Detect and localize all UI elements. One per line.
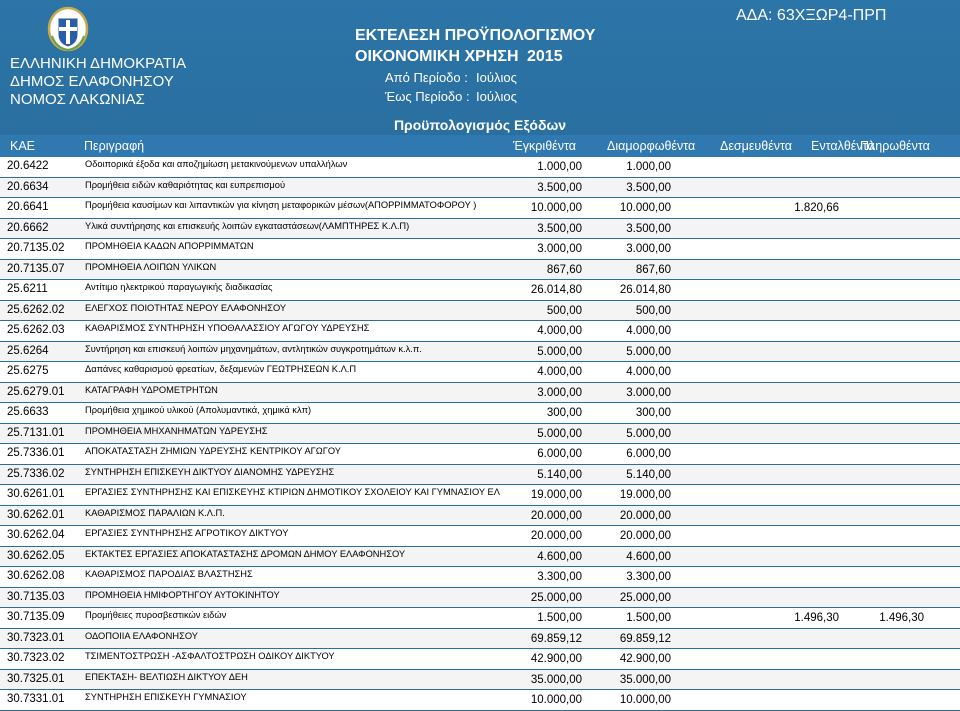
- ordered-cell: 1.820,66: [794, 202, 839, 214]
- country-name: ΕΛΛΗΝΙΚΗ ΔΗΜΟΚΡΑΤΙΑ: [10, 55, 187, 72]
- kae-cell: 30.7323.01: [7, 631, 65, 644]
- table-row: [0, 485, 960, 506]
- kae-cell: 20.6641: [7, 201, 49, 213]
- formed-cell: 3.300,00: [626, 571, 671, 583]
- description-cell: ΣΥΝΤΗΡΗΣΗ ΕΠΙΣΚΕΥΗ ΔΙΚΤΥΟΥ ΔΙΑΝΟΜΗΣ ΥΔΡΕΥΣΗΣ: [85, 466, 335, 477]
- formed-cell: 6.000,00: [626, 448, 671, 460]
- table-row: [0, 301, 960, 322]
- description-cell: ΑΠΟΚΑΤΑΣΤΑΣΗ ΖΗΜΙΩΝ ΥΔΡΕΥΣΗΣ ΚΕΝΤΡΙΚΟΥ ΑΓΩΓΟΥ: [85, 446, 341, 456]
- period-from-label: Από Περίοδο :: [385, 70, 468, 85]
- table-row: [0, 362, 960, 383]
- approved-cell: 6.000,00: [537, 448, 582, 460]
- description-cell: Προμήθειες πυροσβεστικών ειδών: [85, 610, 227, 620]
- approved-cell: 300,00: [546, 407, 582, 419]
- approved-cell: 4.600,00: [537, 550, 582, 563]
- description-cell: Προμήθεια ειδών καθαριότητας και ευπρεπισμού: [85, 179, 286, 190]
- kae-cell: 20.7135.07: [7, 262, 65, 275]
- approved-cell: 42.900,00: [530, 653, 582, 665]
- kae-cell: 25.7336.01: [7, 447, 65, 459]
- description-cell: ΠΡΟΜΗΘΕΙΑ ΚΑΔΩΝ ΑΠΟΡΡΙΜΜΑΤΩΝ: [85, 241, 254, 251]
- formed-cell: 4.000,00: [626, 325, 671, 337]
- ordered-cell: 1.496,30: [794, 612, 839, 624]
- approved-cell: 5.000,00: [537, 427, 582, 440]
- formed-cell: 1.000,00: [626, 161, 671, 173]
- column-formed: Διαμορφωθέντα: [607, 139, 696, 153]
- table-row: [0, 219, 960, 240]
- approved-cell: 69.859,12: [530, 632, 582, 645]
- approved-cell: 10.000,00: [530, 202, 582, 214]
- table-row: [0, 424, 960, 445]
- table-row: [0, 608, 960, 629]
- municipality-name: ΔΗΜΟΣ ΕΛΑΦΟΝΗΣΟΥ: [10, 73, 174, 90]
- table-row: [0, 198, 960, 219]
- formed-cell: 300,00: [635, 407, 671, 419]
- table-row: [0, 588, 960, 609]
- formed-cell: 25.000,00: [619, 591, 671, 604]
- report-title: ΕΚΤΕΛΕΣΗ ΠΡΟΫΠΟΛΟΓΙΣΜΟΥ: [355, 27, 596, 44]
- ada-code: ΑΔΑ: 63ΧΞΩΡ4-ΠΡΠ: [736, 7, 887, 24]
- approved-cell: 5.140,00: [537, 468, 582, 481]
- kae-cell: 30.6262.08: [7, 570, 65, 582]
- description-cell: Δαπάνες καθαρισμού φρεατίων, δεξαμενών ΓΕΩΤΡΗΣΕΩΝ Κ.Λ.Π: [85, 364, 357, 374]
- table-row: [0, 629, 960, 650]
- description-cell: ΣΥΝΤΗΡΗΣΗ ΕΠΙΣΚΕΥΗ ΓΥΜΝΑΣΙΟΥ: [85, 692, 247, 702]
- formed-cell: 3.500,00: [626, 222, 671, 235]
- kae-cell: 30.7325.01: [7, 672, 65, 685]
- description-cell: ΕΡΓΑΣΙΕΣ ΣΥΝΤΗΡΗΣΗΣ ΑΓΡΟΤΙΚΟΥ ΔΙΚΤΥΟΥ: [85, 528, 289, 538]
- formed-cell: 5.000,00: [626, 345, 671, 358]
- approved-cell: 5.000,00: [537, 345, 582, 358]
- greek-coat-of-arms-icon: [46, 6, 90, 52]
- description-cell: ΤΣΙΜΕΝΤΟΣΤΡΩΣΗ -ΑΣΦΑΛΤΟΣΤΡΩΣΗ ΟΔΙΚΟΥ ΔΙΚΤΥΟΥ: [85, 651, 335, 661]
- approved-cell: 3.500,00: [537, 181, 582, 194]
- kae-cell: 20.6662: [7, 221, 49, 234]
- table-row: [0, 260, 960, 281]
- fiscal-year-label: ΟΙΚΟΝΟΜΙΚΗ ΧΡΗΣΗ: [355, 48, 519, 65]
- kae-cell: 25.6633: [7, 406, 49, 418]
- kae-cell: 25.6279.01: [7, 385, 65, 398]
- formed-cell: 20.000,00: [619, 530, 671, 542]
- table-row: [0, 670, 960, 691]
- table-row: [0, 526, 960, 547]
- table-row: [0, 465, 960, 486]
- formed-cell: 500,00: [635, 304, 671, 317]
- column-approved: Έγκριθέντα: [513, 139, 576, 153]
- kae-cell: 30.7331.01: [7, 693, 65, 705]
- formed-cell: 3.000,00: [626, 386, 671, 399]
- kae-cell: 25.6262.03: [7, 324, 65, 336]
- description-cell: Οδοιπορικά έξοδα και αποζημίωση μετακινούμενων υπαλλήλων: [85, 159, 348, 169]
- approved-cell: 19.000,00: [530, 489, 582, 501]
- table-row: [0, 178, 960, 199]
- table-row: [0, 567, 960, 588]
- approved-cell: 20.000,00: [530, 509, 582, 522]
- formed-cell: 3.500,00: [626, 181, 671, 194]
- kae-cell: 20.7135.02: [7, 242, 65, 254]
- description-cell: ΚΑΤΑΓΡΑΦΗ ΥΔΡΟΜΕΤΡΗΤΩΝ: [85, 384, 218, 395]
- table-row: [0, 444, 960, 465]
- description-cell: Προμήθεια καυσίμων και λιπαντικών για κίνηση μεταφορικών μέσων(ΑΠΟΡΡΙΜΜΑΤΟΦΟΡΟΥ ): [85, 200, 477, 210]
- table-row: [0, 157, 960, 178]
- table-row: [0, 506, 960, 527]
- formed-cell: 4.600,00: [626, 550, 671, 563]
- kae-cell: 30.6262.01: [7, 508, 65, 521]
- formed-cell: 10.000,00: [619, 694, 671, 706]
- kae-cell: 30.6261.01: [7, 488, 65, 500]
- description-cell: ΟΔΟΠΟΙΙΑ ΕΛΑΦΟΝΗΣΟΥ: [85, 630, 198, 641]
- approved-cell: 1.500,00: [537, 612, 582, 624]
- table-row: [0, 690, 960, 711]
- section-title: Προϋπολογισμός Εξόδων: [393, 117, 567, 133]
- kae-cell: 30.7323.02: [7, 652, 65, 664]
- description-cell: ΠΡΟΜΗΘΕΙΑ ΗΜΙΦΟΡΤΗΓΟΥ ΑΥΤΟΚΙΝΗΤΟΥ: [85, 589, 280, 600]
- description-cell: ΚΑΘΑΡΙΣΜΟΣ ΠΑΡΟΔΙΑΣ ΒΛΑΣΤΗΣΗΣ: [85, 569, 253, 579]
- period-to-label: Έως Περίοδο :: [385, 89, 470, 104]
- column-ordered: Ενταλθέντα: [811, 139, 875, 153]
- formed-cell: 3.000,00: [626, 243, 671, 255]
- table-row: [0, 239, 960, 260]
- kae-cell: 25.6275: [7, 365, 49, 377]
- table-row: [0, 342, 960, 363]
- table-row: [0, 649, 960, 670]
- approved-cell: 867,60: [546, 263, 582, 276]
- description-cell: ΕΚΤΑΚΤΕΣ ΕΡΓΑΣΙΕΣ ΑΠΟΚΑΤΑΣΤΑΣΗΣ ΔΡΟΜΩΝ ΔΗΜΟΥ ΕΛΑΦΟΝΗΣΟΥ: [85, 548, 406, 559]
- formed-cell: 867,60: [635, 263, 671, 276]
- table-row: [0, 280, 960, 301]
- formed-cell: 19.000,00: [619, 489, 671, 501]
- formed-cell: 42.900,00: [619, 653, 671, 665]
- kae-cell: 20.6422: [7, 160, 49, 172]
- formed-cell: 5.140,00: [626, 468, 671, 481]
- approved-cell: 20.000,00: [530, 530, 582, 542]
- formed-cell: 35.000,00: [619, 673, 671, 686]
- approved-cell: 25.000,00: [530, 591, 582, 604]
- approved-cell: 4.000,00: [537, 366, 582, 378]
- kae-cell: 30.7135.09: [7, 611, 65, 623]
- table-row: [0, 321, 960, 342]
- kae-cell: 30.6262.04: [7, 529, 65, 541]
- kae-cell: 20.6634: [7, 180, 49, 193]
- period-to-value: Ιούλιος: [476, 89, 517, 104]
- description-cell: Υλικά συντήρησης και επισκευής λοιπών εγκαταστάσεων(ΛΑΜΠΤΗΡΕΣ Κ.Λ.Π): [85, 220, 410, 231]
- table-row: [0, 547, 960, 568]
- formed-cell: 20.000,00: [619, 509, 671, 522]
- description-cell: ΚΑΘΑΡΙΣΜΟΣ ΣΥΝΤΗΡΗΣΗ ΥΠΟΘΑΛΑΣΣΙΟΥ ΑΓΩΓΟΥ ΥΔΡΕΥΣΗΣ: [85, 323, 370, 333]
- column-description: Περιγραφή: [84, 139, 145, 153]
- formed-cell: 69.859,12: [619, 632, 671, 645]
- description-cell: ΠΡΟΜΗΘΕΙΑ ΛΟΙΠΩΝ ΥΛΙΚΩΝ: [85, 261, 217, 272]
- description-cell: Προμήθεια χημικού υλικού (Απολυμαντικά, χημικά κλπ): [85, 405, 312, 415]
- column-paid: Πληρωθέντα: [860, 139, 930, 153]
- approved-cell: 1.000,00: [537, 161, 582, 173]
- description-cell: ΕΠΕΚΤΑΣΗ- ΒΕΛΤΙΩΣΗ ΔΙΚΤΥΟΥ ΔΕΗ: [85, 671, 248, 682]
- column-kae: ΚΑΕ: [10, 139, 36, 153]
- approved-cell: 10.000,00: [530, 694, 582, 706]
- kae-cell: 25.6264: [7, 344, 49, 357]
- approved-cell: 3.500,00: [537, 222, 582, 235]
- table-row: [0, 383, 960, 404]
- kae-cell: 25.6211: [7, 283, 48, 295]
- formed-cell: 4.000,00: [626, 366, 671, 378]
- description-cell: ΚΑΘΑΡΙΣΜΟΣ ΠΑΡΑΛΙΩΝ Κ.Λ.Π.: [85, 507, 225, 518]
- formed-cell: 5.000,00: [626, 427, 671, 440]
- kae-cell: 25.6262.02: [7, 303, 65, 316]
- report-header: [0, 0, 960, 135]
- kae-cell: 25.7336.02: [7, 467, 65, 480]
- description-cell: Συντήρηση και επισκευή λοιπών μηχανημάτων, αντλητικών συγκροτημάτων κ.λ.π.: [85, 343, 422, 354]
- approved-cell: 4.000,00: [537, 325, 582, 337]
- prefecture-name: ΝΟΜΟΣ ΛΑΚΩΝΙΑΣ: [10, 91, 145, 108]
- kae-cell: 25.7131.01: [7, 426, 65, 439]
- formed-cell: 26.014,80: [619, 284, 671, 296]
- budget-table-body: [0, 157, 960, 711]
- column-committed: Δεσμευθέντα: [720, 139, 793, 153]
- approved-cell: 26.014,80: [530, 284, 582, 296]
- approved-cell: 3.000,00: [537, 386, 582, 399]
- description-cell: ΕΛΕΓΧΟΣ ΠΟΙΟΤΗΤΑΣ ΝΕΡΟΥ ΕΛΑΦΟΝΗΣΟΥ: [85, 302, 287, 313]
- kae-cell: 30.7135.03: [7, 590, 65, 603]
- table-row: [0, 403, 960, 424]
- description-cell: ΕΡΓΑΣΙΕΣ ΣΥΝΤΗΡΗΣΗΣ ΚΑΙ ΕΠΙΣΚΕΥΗΣ ΚΤΙΡΙΩΝ ΔΗΜΟΤΙΚΟΥ ΣΧΟΛΕΙΟΥ ΚΑΙ ΓΥΜΝΑΣΙΟΥ ΕΛ: [85, 487, 500, 497]
- formed-cell: 1.500,00: [626, 612, 671, 624]
- formed-cell: 10.000,00: [619, 202, 671, 214]
- period-from-value: Ιούλιος: [476, 70, 517, 85]
- approved-cell: 500,00: [546, 304, 582, 317]
- approved-cell: 35.000,00: [530, 673, 582, 686]
- kae-cell: 30.6262.05: [7, 549, 65, 562]
- table-header: [0, 135, 960, 157]
- approved-cell: 3.000,00: [537, 243, 582, 255]
- description-cell: Αντίτιμο ηλεκτρικού παραγωγικής διαδικασίας: [85, 282, 273, 292]
- approved-cell: 3.300,00: [537, 571, 582, 583]
- description-cell: ΠΡΟΜΗΘΕΙΑ ΜΗΧΑΝΗΜΑΤΩΝ ΥΔΡΕΥΣΗΣ: [85, 425, 268, 436]
- paid-cell: 1.496,30: [879, 612, 924, 624]
- fiscal-year-value: 2015: [527, 48, 563, 65]
